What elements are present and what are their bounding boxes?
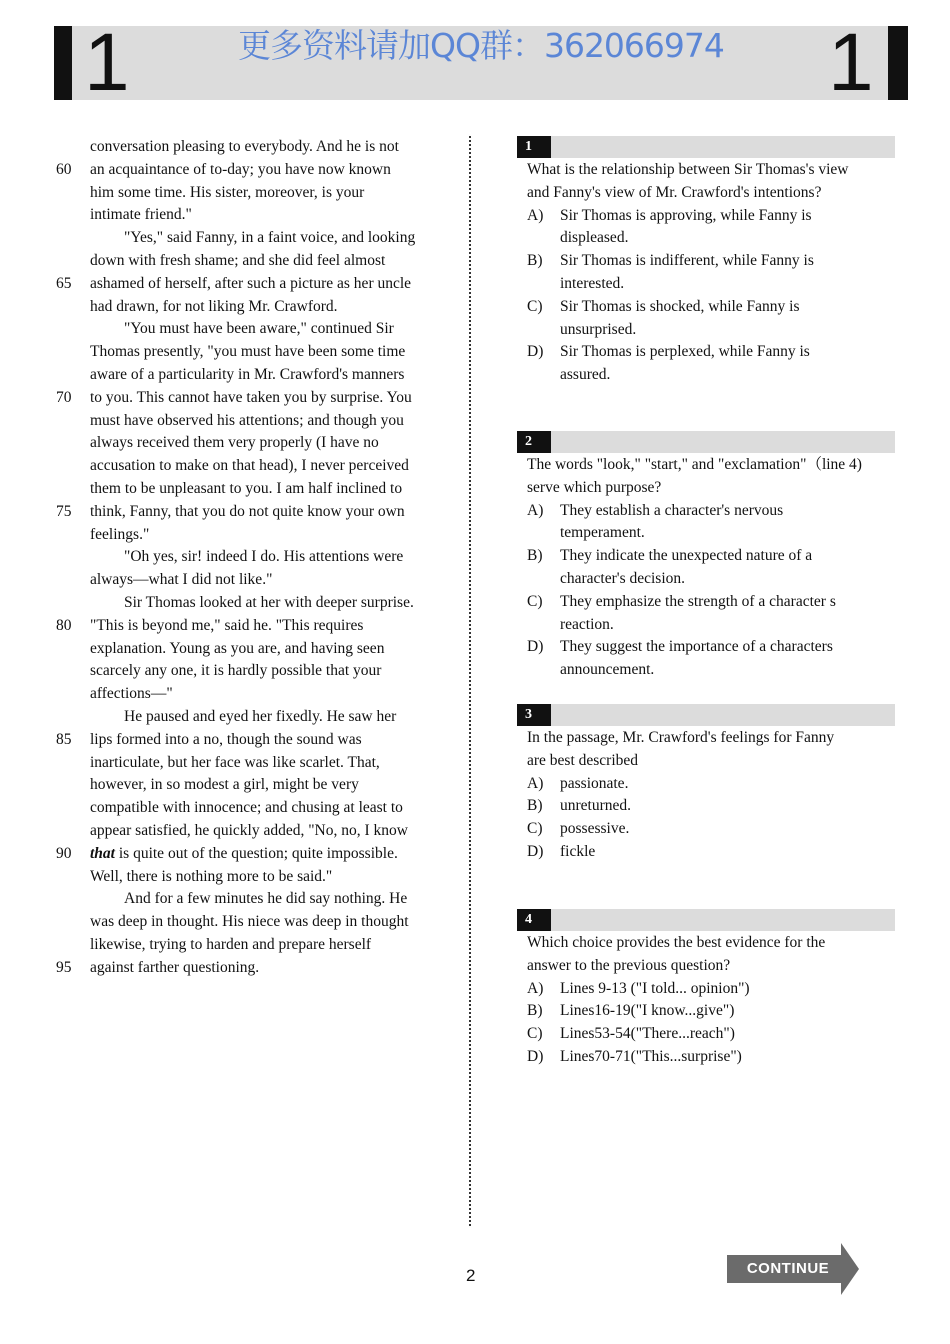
passage-line: [56, 501, 448, 524]
passage-line: [56, 866, 448, 889]
answer-choice[interactable]: [517, 636, 895, 682]
line-text: He paused and eyed her fixedly. He saw her: [124, 707, 397, 725]
answer-choice[interactable]: [517, 773, 895, 796]
passage-line: [56, 638, 448, 661]
choice-letter: C): [527, 297, 543, 315]
choice-letter: B): [527, 1002, 543, 1020]
line-text: must have observed his attentions; and though you: [90, 411, 404, 429]
choice-letter: D): [527, 638, 544, 656]
passage-line: [56, 250, 448, 273]
passage-line: [56, 296, 448, 319]
passage-line: [56, 660, 448, 683]
choice-text-line: Lines53-54("There...reach"): [560, 1025, 735, 1043]
line-text: him some time. His sister, moreover, is your: [90, 183, 365, 201]
choice-text-line: They emphasize the strength of a character s: [560, 592, 836, 610]
choice-letter: B): [527, 252, 543, 270]
question-block: [517, 909, 895, 1069]
line-number: 75: [56, 502, 72, 520]
question-block: [517, 431, 895, 682]
line-number: 80: [56, 616, 72, 634]
emphasized-word: that: [90, 844, 115, 862]
line-text: Well, there is nothing more to be said.": [90, 867, 333, 885]
choice-text-line: They indicate the unexpected nature of a: [560, 547, 813, 565]
choice-text-line: possessive.: [560, 820, 630, 838]
choice-letter: A): [527, 501, 544, 519]
section-number-left: 1: [84, 17, 130, 108]
line-text: And for a few minutes he did say nothing. He: [124, 890, 408, 908]
answer-choice[interactable]: [517, 978, 895, 1001]
line-text: scarcely any one, it is hardly possible that your: [90, 662, 382, 680]
line-number: 60: [56, 160, 72, 178]
answer-choice[interactable]: [517, 1000, 895, 1023]
passage-line: [56, 204, 448, 227]
line-number: 65: [56, 274, 72, 292]
line-text: them to be unpleasant to you. I am half inclined to: [90, 479, 403, 497]
choice-text-line: Sir Thomas is indifferent, while Fanny is: [560, 252, 814, 270]
passage-line: [56, 752, 448, 775]
line-number: 90: [56, 844, 72, 862]
passage-line: [56, 432, 448, 455]
question-stem-line: In the passage, Mr. Crawford's feelings for Fanny: [527, 729, 835, 746]
line-text: down with fresh shame; and she did feel almost: [90, 251, 386, 269]
question-number: 1: [517, 136, 551, 158]
line-text: think, Fanny, that you do not quite know your own: [90, 502, 405, 520]
choice-text-line: Sir Thomas is perplexed, while Fanny is: [560, 343, 810, 361]
passage-line: [56, 729, 448, 752]
line-text: was deep in thought. His niece was deep in thought: [90, 913, 409, 931]
question-number: 3: [517, 704, 551, 726]
line-text: lips formed into a no, though the sound was: [90, 730, 362, 748]
choice-letter: C): [527, 820, 543, 838]
passage-line: [56, 569, 448, 592]
passage-line: [56, 478, 448, 501]
header-right-bar: [888, 26, 908, 100]
choice-text-line: Lines 9-13 ("I told... opinion"): [560, 979, 750, 997]
passage-line: [56, 797, 448, 820]
line-number: 70: [56, 388, 72, 406]
question-stem: [517, 727, 895, 773]
choice-text-line: character's decision.: [560, 569, 686, 587]
answer-choice[interactable]: [517, 500, 895, 546]
passage-line: [56, 318, 448, 341]
choice-letter: A): [527, 979, 544, 997]
line-text-rest: is quite out of the question; quite impossible.: [114, 844, 398, 862]
question-header-bar: [517, 704, 895, 726]
line-text: against farther questioning.: [90, 958, 260, 976]
line-text: "Oh yes, sir! indeed I do. His attentions were: [124, 548, 404, 566]
line-text: feelings.": [90, 525, 150, 543]
answer-choice[interactable]: [517, 545, 895, 591]
choice-text-line: announcement.: [560, 661, 655, 679]
line-text: an acquaintance of to-day; you have now known: [90, 160, 391, 178]
answer-choice[interactable]: [517, 1023, 895, 1046]
choice-text-line: Lines16-19("I know...give"): [560, 1002, 735, 1020]
passage-line: [56, 182, 448, 205]
line-text: inarticulate, but her face was like scarlet. That,: [90, 753, 380, 771]
choice-text-line: displeased.: [560, 229, 629, 247]
question-stem-line: serve which purpose?: [527, 478, 662, 496]
answer-choice[interactable]: [517, 795, 895, 818]
choice-text-line: passionate.: [560, 774, 629, 792]
question-block: [517, 136, 895, 387]
question-stem: [517, 454, 895, 500]
passage-line: [56, 387, 448, 410]
line-number: 85: [56, 730, 72, 748]
section-number-right: 1: [828, 17, 874, 108]
passage-line: [56, 706, 448, 729]
line-text: Sir Thomas looked at her with deeper surprise.: [124, 593, 414, 611]
choice-text-line: unsurprised.: [560, 320, 637, 338]
question-header-bar: [517, 136, 895, 158]
passage-line: [56, 546, 448, 569]
watermark-text: 更多资料请加QQ群：362066974: [238, 26, 724, 65]
question-stem: [517, 159, 895, 205]
answer-choice[interactable]: [517, 250, 895, 296]
choice-letter: B): [527, 797, 543, 815]
line-text: to you. This cannot have taken you by surprise. You: [90, 388, 412, 406]
choice-text-line: Sir Thomas is shocked, while Fanny is: [560, 297, 800, 315]
line-text: appear satisfied, he quickly added, "No, no, I know: [90, 821, 408, 839]
line-text: aware of a particularity in Mr. Crawford's manners: [90, 365, 405, 383]
question-number: 2: [517, 431, 551, 453]
passage-line: [56, 934, 448, 957]
line-text: [90, 843, 398, 866]
answer-choice[interactable]: [517, 205, 895, 251]
line-text: always received them very properly (I have no: [90, 434, 379, 452]
continue-label: CONTINUE: [746, 1260, 830, 1277]
line-text: always—what I did not like.": [90, 571, 273, 589]
choice-letter: D): [527, 343, 544, 361]
passage-line: [56, 159, 448, 182]
choice-text-line: fickle: [560, 842, 596, 860]
choice-letter: B): [527, 547, 543, 565]
line-text: "Yes," said Fanny, in a faint voice, and looking: [124, 229, 416, 247]
line-text: however, in so modest a girl, might be very: [90, 776, 359, 794]
choice-text-line: temperament.: [560, 524, 645, 542]
continue-button[interactable]: [727, 1243, 859, 1295]
choice-text-line: reaction.: [560, 615, 614, 633]
answer-choice[interactable]: [517, 1046, 895, 1069]
answer-choice[interactable]: [517, 341, 895, 387]
passage-line: [56, 820, 448, 843]
choice-letter: C): [527, 1025, 543, 1043]
choice-text-line: interested.: [560, 274, 625, 292]
question-stem-line: The words "look," "start," and "exclamation"（line 4): [527, 456, 862, 473]
answer-choice[interactable]: [517, 841, 895, 864]
page-number: 2: [466, 1266, 476, 1285]
line-text: "This is beyond me," said he. "This requires: [90, 616, 364, 634]
choice-text-line: Sir Thomas is approving, while Fanny is: [560, 206, 812, 224]
question-stem: [517, 932, 895, 978]
question-stem-line: answer to the previous question?: [527, 956, 731, 974]
column-divider: [469, 136, 471, 1226]
answer-choice[interactable]: [517, 591, 895, 637]
question-stem-line: and Fanny's view of Mr. Crawford's intentions?: [527, 183, 822, 201]
line-text: accusation to make on that head), I never perceived: [90, 457, 409, 475]
passage-line: [56, 410, 448, 433]
choice-text-line: unreturned.: [560, 797, 632, 815]
passage-line: [56, 455, 448, 478]
question-header-bar: [517, 909, 895, 931]
choice-text-line: assured.: [560, 366, 611, 384]
choice-text-line: They establish a character's nervous: [560, 501, 784, 519]
passage-line: [56, 273, 448, 296]
question-stem-line: Which choice provides the best evidence for the: [527, 934, 826, 951]
question-stem-line: What is the relationship between Sir Thomas's view: [527, 161, 849, 178]
passage-line: [56, 888, 448, 911]
reading-passage: [56, 136, 448, 979]
line-text: Thomas presently, "you must have been some time: [90, 343, 406, 361]
answer-choice[interactable]: [517, 296, 895, 342]
passage-line: [56, 524, 448, 547]
question-number: 4: [517, 909, 551, 931]
choice-letter: A): [527, 774, 544, 792]
line-text: compatible with innocence; and chusing at least to: [90, 799, 403, 817]
passage-line: [56, 615, 448, 638]
passage-line: [56, 911, 448, 934]
line-text: ashamed of herself, after such a picture as her uncle: [90, 274, 412, 292]
passage-line: [56, 774, 448, 797]
line-text: explanation. Young as you are, and having seen: [90, 639, 385, 657]
line-text: had drawn, for not liking Mr. Crawford.: [90, 297, 338, 315]
passage-line: [56, 683, 448, 706]
choice-letter: C): [527, 592, 543, 610]
choice-letter: D): [527, 842, 544, 860]
passage-line: [56, 341, 448, 364]
line-text: affections—": [90, 685, 173, 703]
line-text: "You must have been aware," continued Sir: [124, 320, 394, 338]
answer-choice[interactable]: [517, 818, 895, 841]
passage-line: [56, 227, 448, 250]
choice-letter: A): [527, 206, 544, 224]
header-left-bar: [54, 26, 72, 100]
passage-line: [56, 136, 448, 159]
passage-line: [56, 843, 448, 866]
question-stem-line: are best described: [527, 751, 639, 769]
choice-letter: D): [527, 1047, 544, 1065]
passage-line: [56, 364, 448, 387]
choice-text-line: Lines70-71("This...surprise"): [560, 1047, 742, 1065]
line-text: intimate friend.": [90, 206, 192, 224]
line-number: 95: [56, 958, 72, 976]
line-text: likewise, trying to harden and prepare herself: [90, 935, 372, 953]
question-block: [517, 704, 895, 864]
choice-text-line: They suggest the importance of a characters: [560, 638, 833, 656]
line-text: conversation pleasing to everybody. And he is not: [90, 138, 399, 155]
passage-line: [56, 957, 448, 980]
passage-line: [56, 592, 448, 615]
question-header-bar: [517, 431, 895, 453]
